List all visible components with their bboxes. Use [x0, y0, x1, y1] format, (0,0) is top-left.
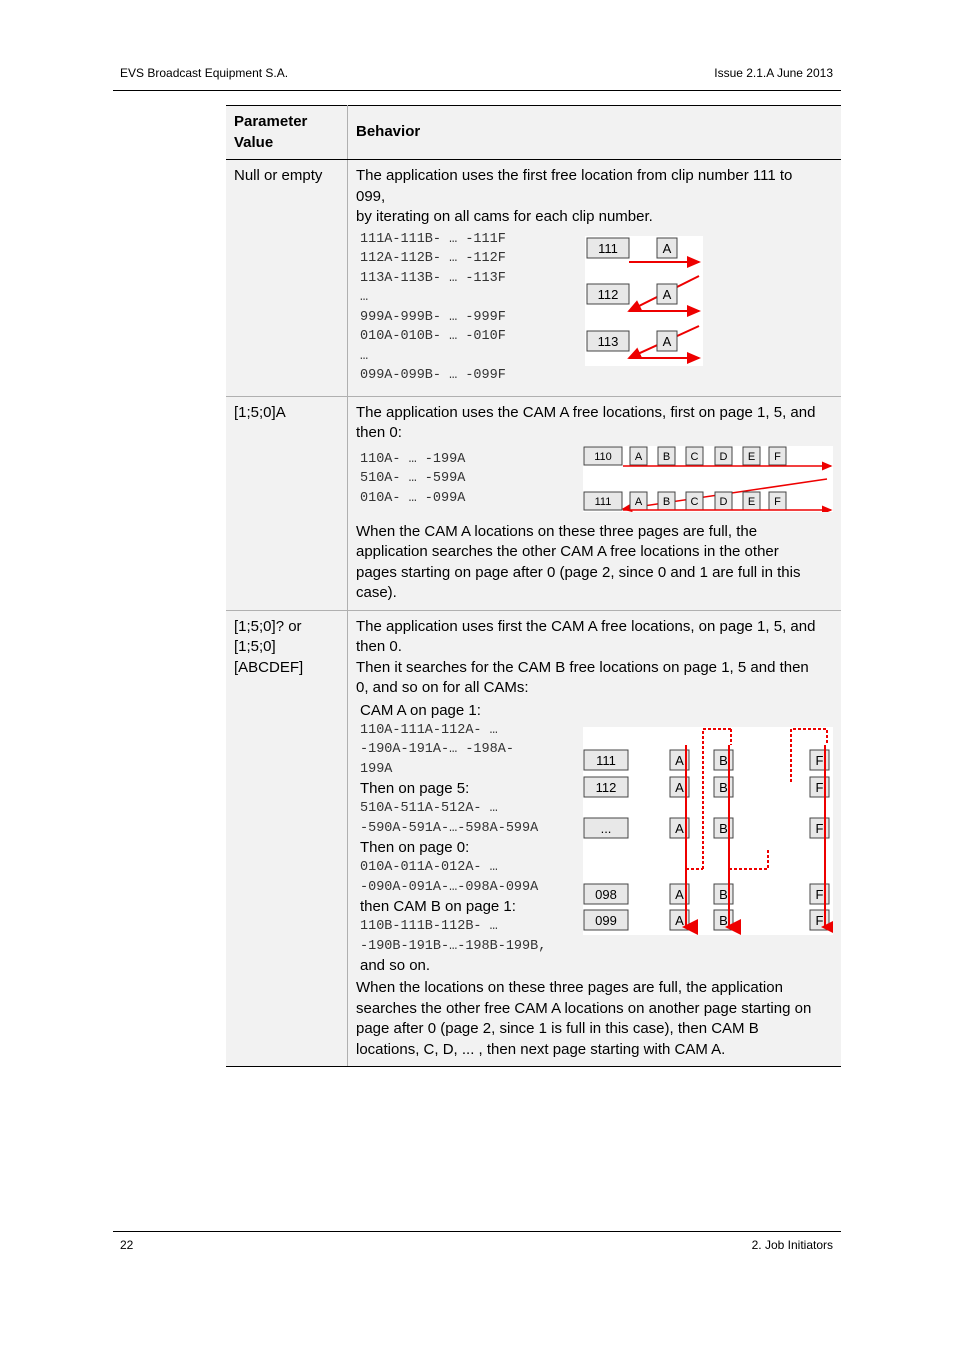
cam-label: E — [747, 450, 756, 463]
cam-label: B — [662, 450, 671, 463]
code-line: 010A- … -099A — [360, 490, 466, 506]
cam-label: A — [634, 495, 643, 508]
code-line: 110B-111B-112B- … — [360, 919, 498, 934]
step-label: then CAM B on page 1: — [360, 898, 516, 915]
param-cell — [226, 610, 348, 1067]
cam-label: A — [675, 886, 684, 902]
cam-label: F — [815, 886, 824, 902]
diagram-row-111 — [584, 492, 786, 510]
cam-label: A — [634, 450, 643, 463]
col-header-behavior: Behavior — [348, 106, 842, 160]
behavior-text: When the locations on these three pages are full, the application — [356, 979, 783, 996]
code-block — [356, 230, 506, 386]
col-header-parameter-line1: Parameter — [234, 113, 308, 130]
step-label: Then on page 0: — [360, 839, 470, 856]
step-list — [356, 701, 546, 977]
cam-label: A — [662, 333, 672, 349]
code-line: 010A-011A-012A- … — [360, 860, 498, 875]
code-line: 510A-511A-512A- … — [360, 801, 498, 816]
behavior-text: pages starting on page after 0 (page 2, since 0 and 1 are full in this — [356, 563, 801, 581]
cam-label: A — [662, 240, 672, 256]
cam-label: A — [675, 779, 684, 795]
diagram-clip-boxes — [584, 750, 628, 930]
cam-label: F — [774, 450, 781, 463]
header-right: Issue 2.1.A June 2013 — [714, 66, 833, 80]
col-header-parameter-line2: Value — [234, 133, 274, 151]
code-line: 510A- … -599A — [360, 471, 466, 486]
cam-label: A — [675, 752, 684, 768]
cam-label: B — [719, 886, 728, 902]
table-row — [226, 610, 841, 1067]
behavior-cell — [348, 610, 842, 1067]
behavior-text: 099, — [356, 187, 386, 205]
behavior-text: then 0. — [356, 638, 402, 655]
diagram-row-110 — [584, 447, 786, 465]
behavior-text: 0, and so on for all CAMs: — [356, 679, 529, 696]
behavior-text: page after 0 (page 2, since 1 is full in this case), then CAM B — [356, 1020, 759, 1037]
behavior-text: locations, C, D, ... , then next page starting with CAM A. — [356, 1040, 726, 1058]
code-line: -090A-091A-…-098A-099A — [360, 879, 539, 895]
clip-label: 099 — [595, 912, 617, 928]
clip-label: 111 — [596, 752, 616, 768]
diagram-cam-b-column — [714, 750, 733, 930]
step-label: and so on. — [360, 957, 431, 974]
behavior-text: then 0: — [356, 424, 402, 441]
header-left: EVS Broadcast Equipment S.A. — [120, 66, 289, 80]
cam-label: E — [747, 495, 756, 508]
cam-label: C — [690, 495, 699, 508]
code-line: 112A-112B- … -112F — [360, 251, 506, 266]
code-line: … — [360, 290, 369, 305]
behavior-text: application searches the other CAM A free locations in the other — [356, 543, 779, 560]
clip-iteration-diagram — [585, 236, 703, 366]
code-line: -190B-191B-…-198B-199B, — [360, 938, 547, 954]
cam-label: B — [719, 820, 728, 836]
jump-path — [729, 849, 768, 869]
table-row — [226, 160, 841, 397]
code-line: 110A-111A-112A- … — [360, 722, 498, 738]
clip-label: 110 — [594, 450, 612, 463]
code-line: 999A-999B- … -999F — [360, 309, 506, 325]
behavior-text: searches the other free CAM A locations on another page starting on — [356, 999, 812, 1017]
code-line: 113A-113B- … -113F — [360, 270, 506, 286]
param-line: [ABCDEF] — [234, 658, 304, 676]
code-line: -190A-191A-… -198A- — [360, 742, 514, 757]
cam-label: F — [815, 820, 824, 836]
code-line: 010A-010B- … -010F — [360, 329, 506, 344]
clip-label: 112 — [597, 286, 619, 302]
cam-label: F — [815, 752, 824, 768]
param-cell: Null or empty — [226, 160, 348, 397]
clip-label: ... — [600, 820, 612, 836]
step-label: CAM A on page 1: — [360, 701, 481, 719]
cam-label: A — [675, 912, 684, 928]
clip-label: 111 — [594, 495, 612, 508]
behavior-text: by iterating on all cams for each clip number. — [356, 208, 653, 225]
clip-label: 112 — [595, 779, 617, 795]
clip-label: 113 — [597, 333, 619, 349]
cam-label: B — [662, 495, 671, 508]
behavior-text: The application uses the first free location from clip number 111 to — [356, 167, 793, 184]
page-number: 22 — [120, 1238, 134, 1252]
cam-label: A — [662, 286, 672, 302]
cam-label: F — [815, 779, 824, 795]
param-line: [1;5;0]? or — [234, 617, 302, 635]
cam-by-cam-diagram — [583, 727, 833, 935]
param-line: [1;5;0] — [234, 638, 276, 655]
footer-rule — [113, 1231, 841, 1232]
diagram-cam-f-column — [810, 750, 829, 930]
clip-label: 098 — [595, 886, 617, 902]
col-header-parameter — [226, 106, 348, 160]
cam-label: B — [719, 912, 728, 928]
behavior-cell — [348, 396, 842, 610]
code-line: 111A-111B- … -111F — [360, 231, 506, 247]
cam-label: F — [815, 912, 824, 928]
code-line: … — [360, 348, 369, 364]
code-block — [356, 450, 465, 509]
behavior-text: The application uses first the CAM A free locations, on page 1, 5, and — [356, 617, 816, 635]
clip-label: 111 — [598, 240, 618, 256]
table-row — [226, 396, 841, 610]
header-rule — [113, 90, 841, 91]
cam-label: F — [774, 495, 781, 508]
table-header-row — [226, 106, 841, 160]
code-line: 110A- … -199A — [360, 451, 466, 467]
behavior-text: When the CAM A locations on these three pages are full, the — [356, 522, 758, 540]
code-line: 099A-099B- … -099F — [360, 368, 506, 383]
cam-label: A — [675, 820, 684, 836]
behavior-text: case). — [356, 584, 397, 601]
cam-label: C — [690, 450, 699, 463]
behavior-text: Then it searches for the CAM B free locations on page 1, 5 and then — [356, 658, 809, 676]
code-line: -590A-591A-…-598A-599A — [360, 820, 539, 836]
cam-label: D — [719, 495, 728, 508]
cam-label: B — [719, 752, 728, 768]
cam-label: B — [719, 779, 728, 795]
param-cell: [1;5;0]A — [226, 396, 348, 610]
parameter-table — [226, 105, 841, 1067]
cam-label: D — [719, 450, 728, 463]
cam-a-diagram — [583, 446, 833, 512]
behavior-text: The application uses the CAM A free locations, first on page 1, 5, and — [356, 403, 816, 421]
footer-section: 2. Job Initiators — [751, 1238, 833, 1252]
code-line: 199A — [360, 761, 393, 777]
step-label: Then on page 5: — [360, 780, 470, 797]
behavior-cell — [348, 160, 842, 397]
